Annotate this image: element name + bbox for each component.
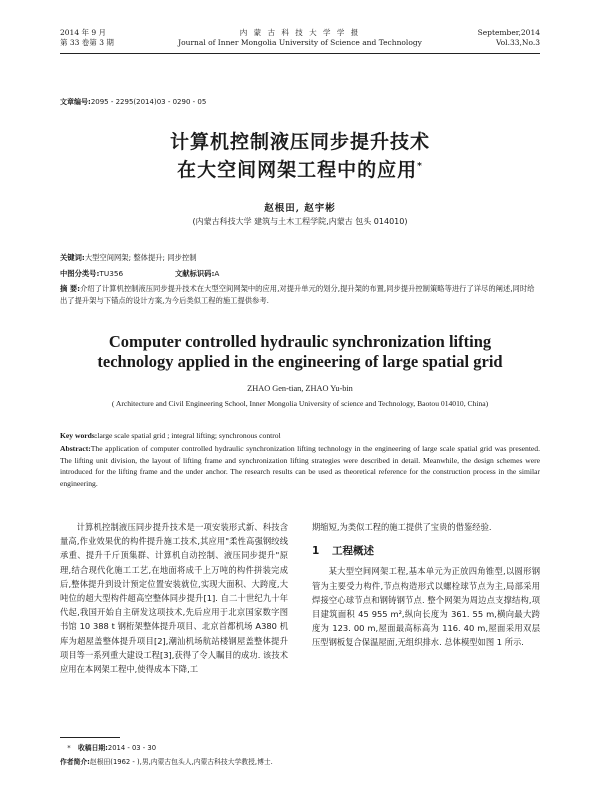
author-bio-value: 赵根田(1962 - ),男,内蒙古包头人,内蒙古科技大学教授,博士. [89,758,273,766]
footnote-received [60,743,540,753]
doc-code-label: 文献标识码: [175,269,215,278]
abstract-cn-text: 介绍了计算机控制液压同步提升技术在大型空间网架中的应用,对提升单元的划分,提升架的布置,同步提升控制策略等进行了详尽的阐述,同时给出了提升架与下锚点的设计方案,为今后类似工程的施工提供参考. [60,284,535,305]
abstract-cn-label: 摘 要: [60,284,81,293]
abstract-cn [60,283,540,307]
received-label: 收稿日期: [78,744,108,752]
intro-paragraph-continued: 期缩短,为类似工程的施工提供了宝贵的借鉴经验. [312,522,492,532]
header-right [478,28,540,48]
clc-label: 中图分类号: [60,269,100,278]
doc-code [175,268,219,280]
header-volume-cn: 第 33 卷第 3 期 [60,38,114,47]
title-en-line1: Computer controlled hydraulic synchronization lifting [108,332,492,351]
section-number: 1 [312,545,320,558]
footnote-bullet-icon: * [67,744,71,752]
body-left-column [60,520,288,676]
section-title: 工程概述 [332,545,374,558]
authors-cn: 赵根田, 赵宇彬 [264,203,336,214]
keywords-cn [60,252,540,264]
intro-paragraph: 计算机控制液压同步提升技术是一项安装形式新、科技含量高,作业效果优的构件提升施工技术,其应用"柔性高强钢绞线承重、提升千斤顶集群、计算机自动控制、液压同步提升"原理,结合现代化施工工艺,在地面将成千上万吨的构件拼装完成后,整体提升到设计预定位置安装就位,实现大面积、大跨度,大吨位的超大型构件超高空整体同步提升[1]. 自二十世纪九十年代起,我国开始自主研发这项技术,先后应用于北京国家数字图书馆 10 388 t 钢桁架整体提升项目、北京首都机场 A380 机库为超屋盖整体提升项目[2],潮汕机场航站楼钢屋盖整体提升项目等一系列重大建设工程[3],获得了令人瞩目的成功. 该技术应用在本网架工程中,使得成本下降,工 [60,522,288,675]
classification [60,268,540,280]
body-right-column [312,520,540,650]
abstract-en-text: The application of computer controlled hydraulic synchronization lifting technology in the engineering of large scale spatial grid was presented. The lifting unit division, the layout of lifting frame and synchronization lifting strategies were described in detail. Meanwhile, the design schemes were introduced for the lifting frame and the under anchor. The research results can be used as theoretical reference for the construction process in the similar engineering. [60,444,540,488]
affiliation-cn: (内蒙古科技大学 建筑与土木工程学院,内蒙古 包头 014010) [192,217,408,226]
title-footnote-mark: * [417,161,423,172]
footnote-author [60,757,540,767]
received-value: 2014 - 03 - 30 [107,744,157,752]
author-bio-label: 作者简介: [60,758,90,766]
affiliation-en: ( Architecture and Civil Engineering School, Inner Mongolia University of science and Technology, Baotou 014010, China) [111,399,489,408]
keywords-cn-label: 关键词: [60,253,85,262]
header-volume-en: Vol.33,No.3 [495,38,540,47]
keywords-en-value: large scale spatial grid ; integral lifting; synchronous control [97,431,281,440]
clc-value: TU356 [99,269,124,278]
header-center [60,28,540,48]
title-en-line2: technology applied in the engineering of large spatial grid [97,352,503,371]
header-rule [60,53,540,54]
article-number-label: 文章编号: [60,98,91,106]
article-number [60,97,206,107]
title-cn-line2 [60,155,540,182]
title-cn-line2-text: 在大空间网架工程中的应用 [177,159,418,181]
header-date-en: September,2014 [477,28,540,37]
footnote-rule [60,737,120,738]
header-date: 2014 年 9 月 [60,28,107,37]
journal-name-en: Journal of Inner Mongolia University of Science and Technology [178,38,422,47]
abstract-en [60,443,540,489]
keywords-en [60,430,540,442]
keywords-cn-value: 大型空间网架; 整体提升; 同步控制 [84,253,197,262]
overview-paragraph: 某大型空间网架工程,基本单元为正放四角锥型,以圆形钢管为主要受力构件,节点构造形式以螺栓球节点为主,局部采用焊接空心球节点和钢铸钢节点. 整个网架为周边点支撑结构,项目建筑面积 45 955 m²,纵向长度为 361. 55 m,横向最大跨度为 123. 00 m,屋面最高标高为 116. 40 m,屋面采用双层压型钢板复合保温屋面,无组织排水. 总体模型如图 1 所示. [312,566,540,648]
keywords-en-label: Key words: [60,431,98,440]
abstract-en-label: Abstract: [60,444,91,453]
authors-en: ZHAO Gen-tian, ZHAO Yu-bin [247,384,353,393]
title-cn-line1: 计算机控制液压同步提升技术 [169,131,430,153]
article-number-value: 2095 - 2295(2014)03 - 0290 - 05 [90,98,207,106]
section-heading [312,544,540,558]
doc-code-value: A [214,269,220,278]
journal-name-cn: 内 蒙 古 科 技 大 学 学 报 [239,28,361,37]
